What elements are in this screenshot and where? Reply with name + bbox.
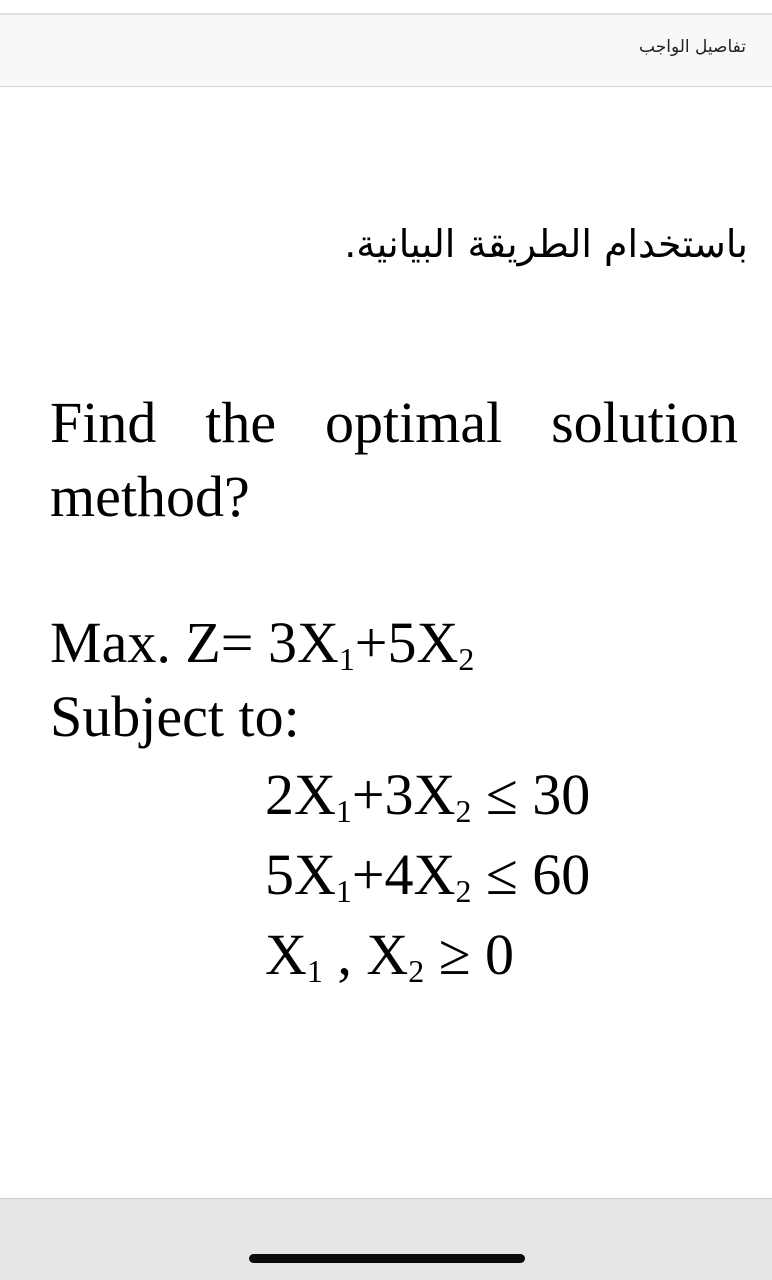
header-bar <box>0 15 772 87</box>
objective-mid: +5X <box>354 610 459 675</box>
constraint-2-term-a: 5X <box>265 842 336 907</box>
objective-prefix: Max. Z= 3X <box>50 610 339 675</box>
constraint-1-sub-1: 1 <box>335 793 352 829</box>
question-text <box>50 386 738 534</box>
objective-sub-1: 1 <box>338 641 355 677</box>
home-indicator[interactable] <box>249 1254 525 1263</box>
status-bar-edge <box>0 0 772 15</box>
question-line-1: Find the optimal solution <box>50 390 738 455</box>
constraint-1-rhs: ≤ 30 <box>471 762 591 827</box>
constraint-3-term-a: X <box>265 922 307 987</box>
constraint-1-sub-2: 2 <box>455 793 472 829</box>
subject-to-label: Subject to: <box>50 684 300 749</box>
constraint-1-term-a: 2X <box>265 762 336 827</box>
constraint-1-term-b: +3X <box>351 762 456 827</box>
constraint-2-sub-2: 2 <box>455 873 472 909</box>
constraint-3-rhs: ≥ 0 <box>424 922 515 987</box>
constraint-3-sub-2: 2 <box>408 953 425 989</box>
page-title: تفاصيل الواجب <box>639 37 746 57</box>
constraint-3 <box>265 918 514 992</box>
instruction-arabic: باستخدام الطريقة البيانية. <box>344 222 748 266</box>
constraint-2 <box>265 838 590 912</box>
constraint-1 <box>265 758 590 832</box>
objective-sub-2: 2 <box>458 641 475 677</box>
constraint-3-sub-1: 1 <box>306 953 323 989</box>
bottom-bar <box>0 1198 772 1280</box>
constraint-2-sub-1: 1 <box>335 873 352 909</box>
constraint-2-term-b: +4X <box>351 842 456 907</box>
constraint-2-rhs: ≤ 60 <box>471 842 591 907</box>
question-line-2: method? <box>50 464 250 529</box>
constraint-3-term-b: , X <box>322 922 409 987</box>
objective-function <box>50 606 738 680</box>
